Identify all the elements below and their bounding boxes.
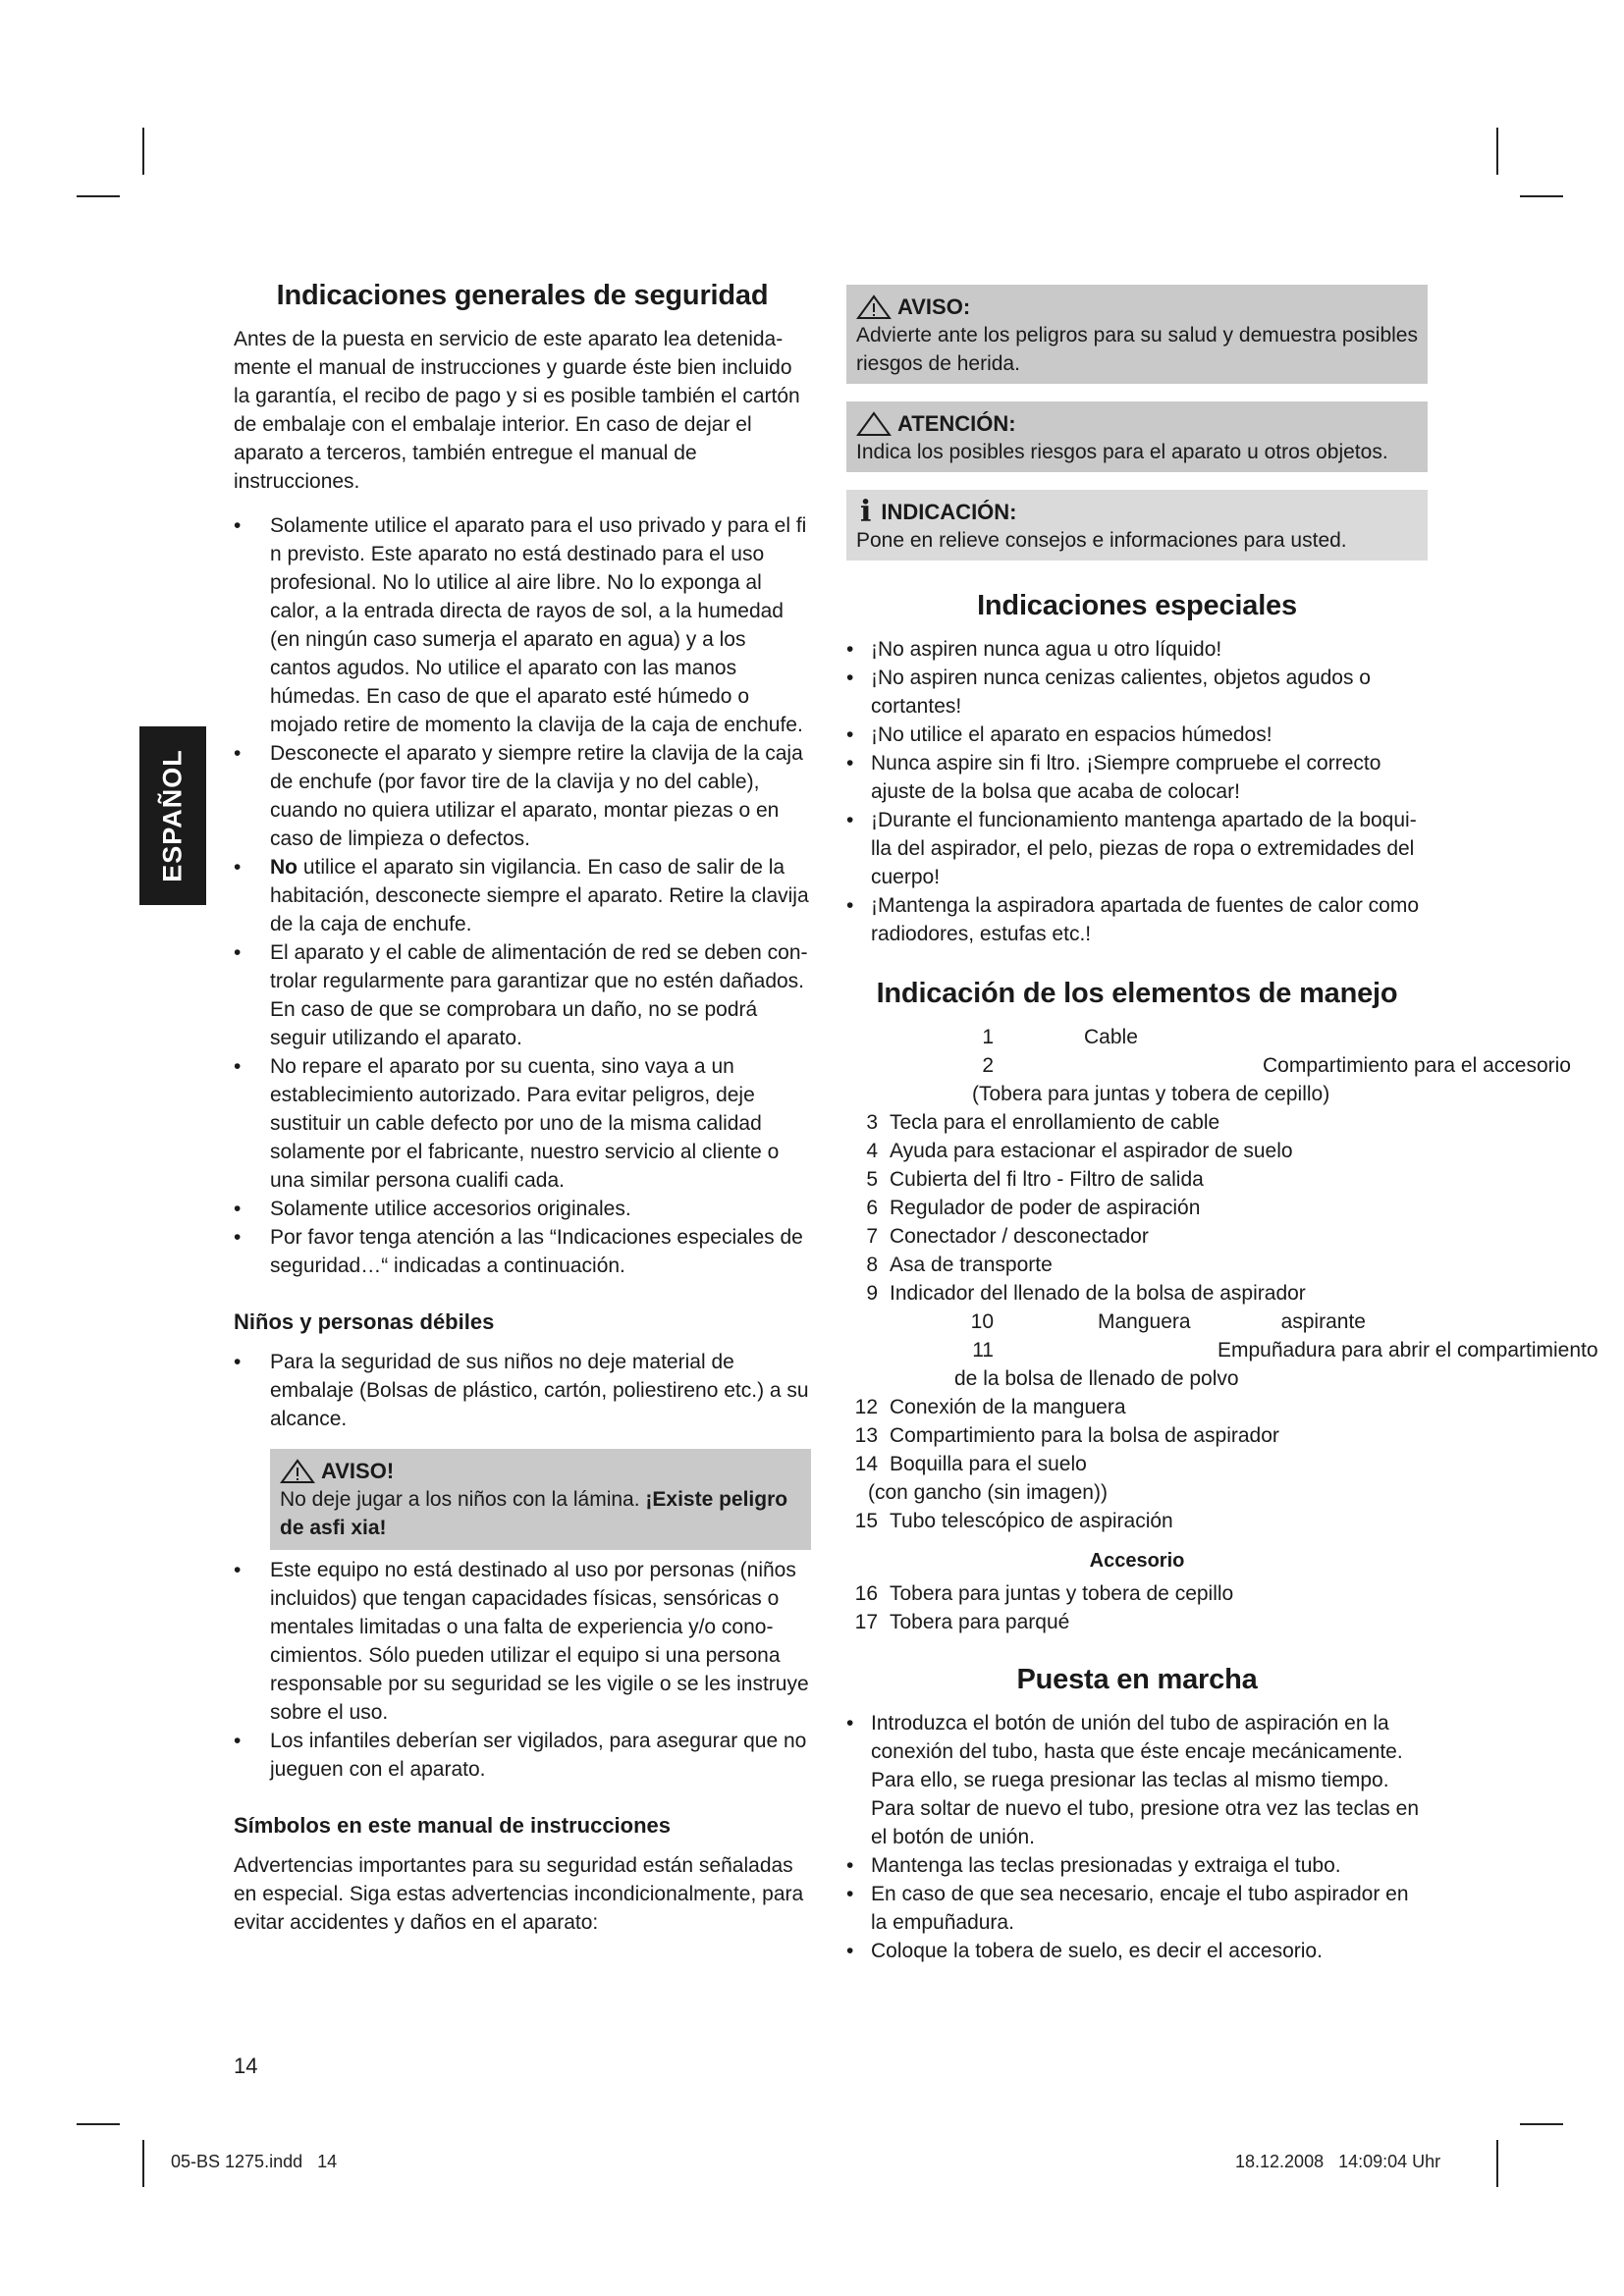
element-label: Asa de transporte — [890, 1254, 1053, 1276]
element-label: Compartimiento para la bolsa de aspirador — [890, 1424, 1279, 1447]
aviso-box-title — [280, 1457, 801, 1485]
elements-title: Indicación de los elementos de manejo — [876, 978, 1398, 1009]
element-label: Regulador de poder de aspiración — [890, 1197, 1201, 1219]
element-number: 14 — [854, 1453, 878, 1475]
no-emphasis: No — [270, 856, 298, 879]
atencion-legend-text: Indica los posibles riesgos para el aparato u otros objetos. — [856, 441, 1388, 463]
list-item — [846, 1507, 1428, 1535]
element-number: 7 — [866, 1225, 878, 1248]
list-item-cont: (Tobera para juntas y tobera de cepillo) — [972, 1083, 1330, 1105]
special-title: Indicaciones especiales — [977, 590, 1297, 621]
list-item: • Nunca aspire sin fi ltro. ¡Siempre compruebe el correcto ajuste de la bolsa que acaba de colocar! — [846, 749, 1428, 806]
list-item — [846, 1308, 1428, 1336]
list-item: • Solamente utilice el aparato para el uso privado y para el fi n previsto. Este aparato no está destinado para el uso profesional. No lo utilice al aire libre. No lo exponga al calor, a la entrada directa de rayos de sol, a la humedad (en ningún caso sumerja el aparato en agua) y a los cantos agudos. No utilice el aparato con las manos húmedas. En caso de que el aparato esté húmedo o mojado retire de momento la clavija de la caja de enchufe. — [234, 511, 811, 739]
element-label: Cubierta del fi ltro - Filtro de salida — [890, 1168, 1204, 1191]
list-item-cont: (con gancho (sin imagen)) — [868, 1481, 1108, 1504]
list-item: • Este equipo no está destinado al uso por personas (niños incluidos) que tengan capacidades físicas, sensóricas o mentales limitadas o una falta de experiencia y/o conocimientos. Sólo pueden utilizar el equipo si una persona responsable por su seguridad se les vigile o se les instruye sobre el uso. — [234, 1556, 811, 1727]
crop-mark — [1496, 128, 1498, 175]
list-item: • Los infantiles deberían ser vigilados, para asegurar que no jueguen con el aparato. — [234, 1727, 811, 1784]
element-number: 12 — [854, 1396, 878, 1418]
list-item: • Coloque la tobera de suelo, es decir el accesorio. — [846, 1937, 1428, 1965]
warning-triangle-icon — [856, 294, 892, 320]
footer-file: 05-BS 1275.indd 14 — [171, 2152, 338, 2171]
element-label: Conectador / desconectador — [890, 1225, 1149, 1248]
element-label: Cable — [1084, 1026, 1138, 1048]
atencion-legend-title — [856, 409, 1418, 438]
language-tab — [139, 726, 206, 905]
crop-mark — [142, 2140, 144, 2187]
page-number: 14 — [234, 2054, 258, 2078]
list-item: • Introduzca el botón de unión del tubo de aspiración en la conexión del tubo, hasta que éste encaje mecánicamente. Para ello, se ruega presionar las teclas al mismo tiempo. Para soltar de nuevo el tubo, presione otra vez las teclas en el botón de unión. — [846, 1709, 1428, 1851]
children-heading: Niños y personas débiles — [234, 1309, 495, 1334]
list-item — [846, 1023, 1428, 1051]
element-label: Tobera para parqué — [890, 1611, 1070, 1633]
aviso-label: AVISO! — [321, 1459, 395, 1483]
list-item: • Por favor tenga atención a las “Indicaciones especiales de seguridad…“ indicadas a continuación. — [234, 1223, 811, 1280]
list-item: • ¡No aspiren nunca cenizas calientes, objetos agudos o cortantes! — [846, 664, 1428, 721]
element-number: 2 — [982, 1054, 994, 1077]
element-number: 4 — [866, 1140, 878, 1162]
aviso-legend-text: Advierte ante los peligros para su salud y demuestra posibles riesgos de herida. — [856, 324, 1418, 375]
indicacion-legend-box — [846, 490, 1428, 561]
element-label: Conexión de la manguera — [890, 1396, 1126, 1418]
list-item — [846, 1579, 1428, 1608]
list-item: • ¡Mantenga la aspiradora apartada de fuentes de calor como radiodores, estufas etc.! — [846, 891, 1428, 948]
children-bullets-2 — [234, 1556, 811, 1784]
list-item — [234, 853, 811, 938]
list-item: • No repare el aparato por su cuenta, sino vaya a un establecimiento autorizado. Para evitar peligros, deje sustituir un cable defecto por uno de la misma calidad solamente por el fabricante, nuestro servicio al cliente o una similar persona cualifi cada. — [234, 1052, 811, 1195]
list-item: • ¡Durante el funcionamiento mantenga apartado de la boquilla del aspirador, el pelo, piezas de ropa o extremidades del cuerpo! — [846, 806, 1428, 891]
list-item — [846, 1108, 1428, 1137]
symbols-text: Advertencias importantes para su seguridad están señaladas en especial. Siga estas advertencias incondicionalmente, para evitar accidentes y daños en el aparato: — [234, 1854, 804, 1934]
aviso-text-bold: ¡Existe peligro de asfi xia! — [280, 1488, 788, 1539]
children-bullets — [234, 1348, 811, 1433]
element-label: Tobera para juntas y tobera de cepillo — [890, 1582, 1234, 1605]
aviso-text-plain: No deje jugar a los niños con la lámina. — [280, 1488, 646, 1511]
element-number: 9 — [866, 1282, 878, 1305]
aviso-box — [270, 1449, 811, 1550]
list-item-cont: de la bolsa de llenado de polvo — [954, 1367, 1239, 1390]
element-number: 15 — [854, 1510, 878, 1532]
aviso-text — [280, 1485, 801, 1542]
list-item: • El aparato y el cable de alimentación de red se deben controlar regularmente para garantizar que no estén dañados. En caso de que se comprobara un daño, no se podrá seguir utilizando el aparato. — [234, 938, 811, 1052]
info-icon: i — [860, 494, 872, 529]
crop-mark — [1520, 2123, 1563, 2125]
element-number: 3 — [866, 1111, 878, 1134]
aviso-legend-title — [856, 293, 1418, 321]
accessory-heading: Accesorio — [1089, 1550, 1185, 1572]
list-item — [846, 1279, 1428, 1308]
language-tab-label: ESPAÑOL — [157, 749, 188, 882]
atencion-legend-label: ATENCIÓN: — [897, 411, 1016, 436]
list-item — [846, 1165, 1428, 1194]
start-bullets — [846, 1709, 1428, 1965]
list-item — [846, 1137, 1428, 1165]
element-number: 11 — [972, 1339, 994, 1362]
list-item: • ¡No utilice el aparato en espacios húmedos! — [846, 721, 1428, 749]
element-label: Manguera — [1098, 1310, 1191, 1333]
list-item — [846, 1194, 1428, 1222]
element-label: Tubo telescópico de aspiración — [890, 1510, 1173, 1532]
list-item — [846, 1222, 1428, 1251]
list-item — [846, 1421, 1428, 1450]
warning-triangle-icon — [280, 1459, 315, 1484]
element-label: Tecla para el enrollamiento de cable — [890, 1111, 1220, 1134]
list-item: • En caso de que sea necesario, encaje el tubo aspirador en la empuñadura. — [846, 1880, 1428, 1937]
element-number: 6 — [866, 1197, 878, 1219]
element-number: 8 — [866, 1254, 878, 1276]
element-number: 17 — [854, 1611, 878, 1633]
element-number: 16 — [854, 1582, 878, 1605]
right-column — [846, 285, 1598, 1993]
safety-title: Indicaciones generales de seguridad — [276, 280, 769, 311]
element-number: 1 — [982, 1026, 994, 1048]
left-column — [234, 278, 811, 1952]
element-label: Indicador del llenado de la bolsa de aspirador — [890, 1282, 1306, 1305]
element-number: 10 — [970, 1310, 994, 1333]
list-item-text: utilice el aparato sin vigilancia. En caso de salir de la habitación, desconecte siempre el aparato. Retire la clavija de la caja de enchufe. — [270, 856, 809, 935]
list-item — [846, 1336, 1598, 1364]
crop-mark — [1520, 195, 1563, 197]
elements-list — [846, 1023, 1598, 1636]
safety-intro: Antes de la puesta en servicio de este aparato lea detenidamente el manual de instrucciones y guarde éste bien incluido la garantía, el recibo de pago y si es posible también el cartón de embalaje con el embalaje interior. En caso de dejar el aparato a terceros, también entregue el manual de instrucciones. — [234, 328, 800, 493]
list-item: • Mantenga las teclas presionadas y extraiga el tubo. — [846, 1851, 1428, 1880]
element-number: 5 — [866, 1168, 878, 1191]
start-title: Puesta en marcha — [1016, 1664, 1258, 1695]
crop-mark — [77, 2123, 120, 2125]
element-label: Empuñadura para abrir el compartimiento — [1218, 1339, 1598, 1362]
special-bullets — [846, 635, 1428, 948]
indicacion-legend-text: Pone en relieve consejos e informaciones para usted. — [856, 529, 1347, 552]
list-item: • ¡No aspiren nunca agua u otro líquido! — [846, 635, 1428, 664]
atencion-legend-box — [846, 401, 1428, 472]
list-item — [846, 1251, 1428, 1279]
element-label: Ayuda para estacionar el aspirador de suelo — [890, 1140, 1293, 1162]
symbols-heading: Símbolos en este manual de instrucciones — [234, 1813, 672, 1838]
element-label: aspirante — [1280, 1310, 1366, 1333]
aviso-legend-label: AVISO: — [897, 294, 971, 319]
crop-mark — [77, 195, 120, 197]
list-item: • Desconecte el aparato y siempre retire la clavija de la caja de enchufe (por favor tire de la clavija y no del cable), cuando no quiera utilizar el aparato, montar piezas o en caso de limpieza o defectos. — [234, 739, 811, 853]
aviso-legend-box — [846, 285, 1428, 384]
crop-mark — [1496, 2140, 1498, 2187]
element-label: Boquilla para el suelo — [890, 1453, 1087, 1475]
list-item: • Para la seguridad de sus niños no deje material de embalaje (Bolsas de plástico, cartón, poliestireno etc.) a su alcance. — [234, 1348, 811, 1433]
crop-mark — [142, 128, 144, 175]
footer-timestamp: 18.12.2008 14:09:04 Uhr — [1235, 2152, 1441, 2171]
element-label: Compartimiento para el accesorio — [1263, 1054, 1571, 1077]
indicacion-legend-label: INDICACIÓN: — [881, 500, 1017, 524]
list-item: • Solamente utilice accesorios originales. — [234, 1195, 811, 1223]
element-number: 13 — [854, 1424, 878, 1447]
caution-triangle-icon — [856, 411, 892, 437]
indicacion-legend-title — [856, 494, 1418, 529]
list-item — [846, 1051, 1571, 1080]
safety-bullets — [234, 511, 811, 1280]
list-item — [846, 1450, 1428, 1478]
list-item — [846, 1608, 1428, 1636]
list-item — [846, 1393, 1428, 1421]
